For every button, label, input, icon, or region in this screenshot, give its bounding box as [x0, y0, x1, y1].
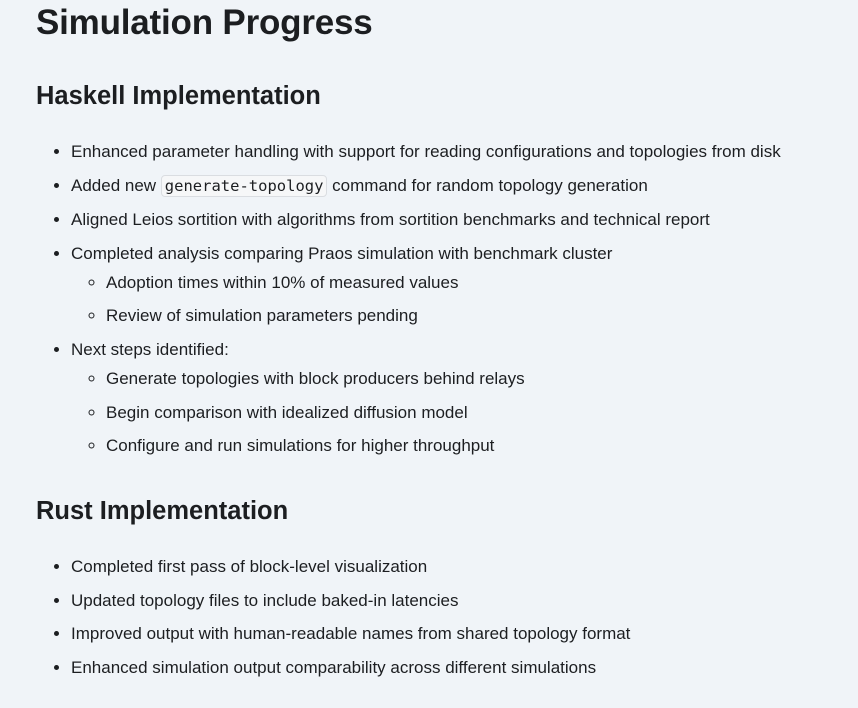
- sub-list-item: ◦ Adoption times within 10% of measured values: [106, 270, 858, 295]
- list-item-text: command for random topology generation: [327, 175, 648, 195]
- list-item: [71, 241, 858, 329]
- list-item: • Completed first pass of block-level visualization: [71, 554, 858, 579]
- haskell-heading: Haskell Implementation: [36, 82, 321, 110]
- list-item: • Updated topology files to include baked-in latencies: [71, 588, 858, 613]
- sub-list-item: ◦ Begin comparison with idealized diffusion model: [106, 400, 858, 425]
- page-title: Simulation Progress: [36, 3, 373, 42]
- analysis-sublist: [71, 270, 858, 329]
- sub-list-item: ◦ Generate topologies with block producers behind relays: [106, 366, 858, 391]
- rust-list: [36, 554, 858, 680]
- inline-code: generate-topology: [161, 175, 328, 197]
- next-steps-sublist: [71, 366, 858, 458]
- sub-list-item: ◦ Configure and run simulations for higher throughput: [106, 433, 858, 458]
- sub-list-item: ◦ Review of simulation parameters pending: [106, 303, 858, 328]
- list-item-text: Next steps identified:: [71, 339, 229, 359]
- haskell-list: [36, 139, 858, 458]
- list-item-text: Completed analysis comparing Praos simulation with benchmark cluster: [71, 243, 613, 263]
- list-item: • Improved output with human-readable names from shared topology format: [71, 621, 858, 646]
- list-item: • Enhanced parameter handling with support for reading configurations and topologies from disk: [71, 139, 858, 164]
- list-item: [71, 173, 858, 199]
- rust-heading: Rust Implementation: [36, 497, 289, 526]
- list-item-text: Added new: [71, 175, 161, 195]
- list-item: • Aligned Leios sortition with algorithms from sortition benchmarks and technical report: [71, 207, 858, 232]
- list-item: [71, 337, 858, 458]
- list-item: • Enhanced simulation output comparability across different simulations: [71, 655, 858, 680]
